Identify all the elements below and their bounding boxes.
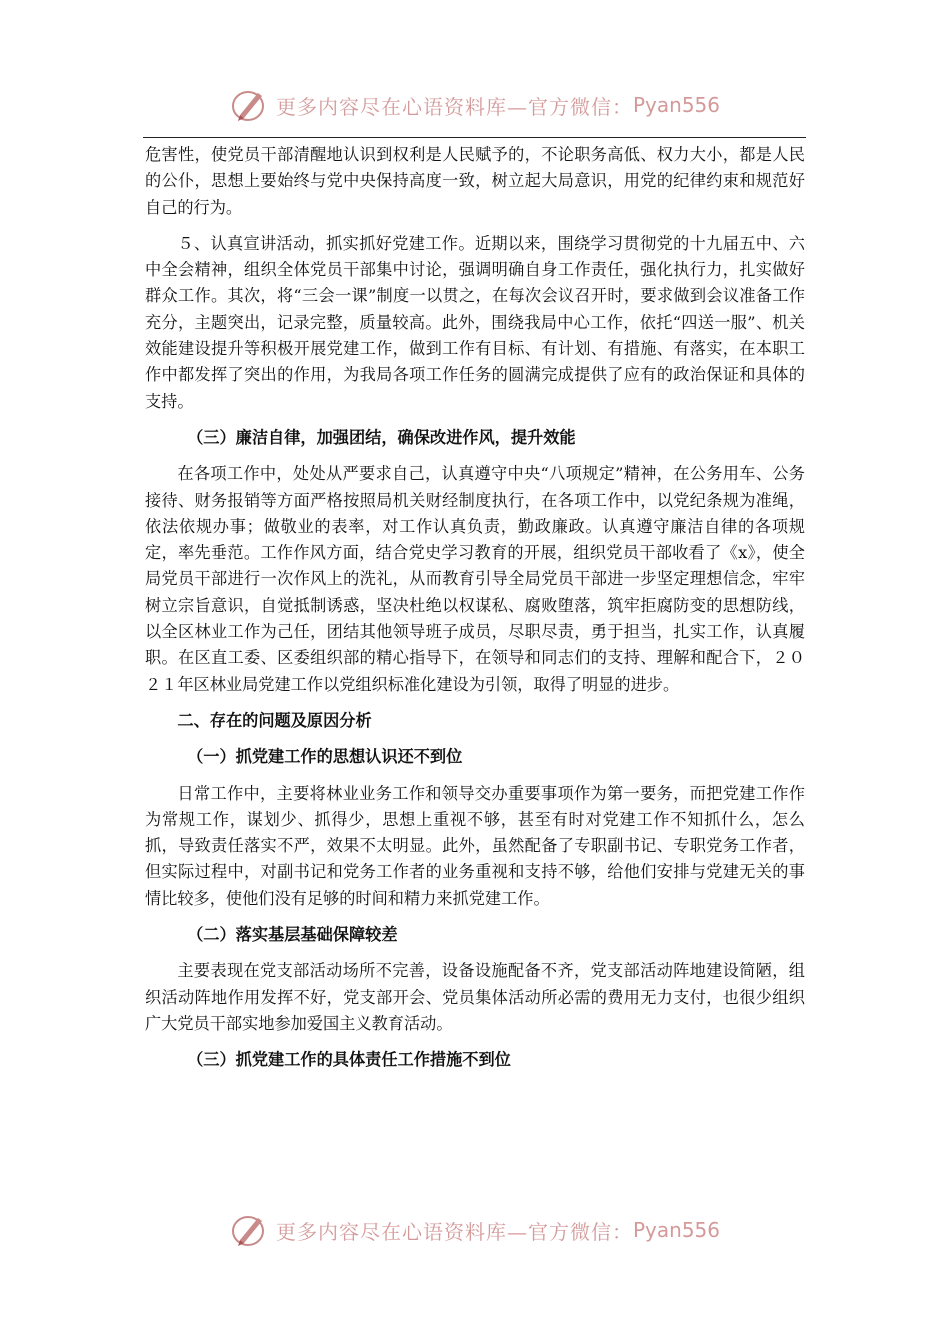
banner-wechat-id: Pyan556 — [632, 93, 720, 117]
section-heading-3: （三）廉洁自律，加强团结，确保改进作风，提升效能 — [187, 427, 576, 447]
banner-wechat-id: Pyan556 — [632, 1218, 720, 1242]
banner-text: 更多内容尽在心语资料库—官方微信： — [275, 1219, 633, 1244]
paragraph-grassroots: 主要表现在党支部活动场所不完善，设备设施配备不齐，党支部活动阵地建设简陋，组织活动阵地作用发挥不好，党支部开会、党员集体活动所必需的费用无力支付，也很少组织广大党员干部实地参加爱国主义教育活动。 — [145, 961, 805, 1033]
document-body — [145, 142, 805, 1084]
paragraph-integrity: 在各项工作中，处处从严要求自己，认真遵守中央“八项规定”精神，在公务用车、公务接待、财务报销等方面严格按照局机关财经制度执行，在各项工作中，以党纪条规为准绳，依法依规办事；做敬业的表率，对工作认真负责，勤政廉政。认真遵守廉洁自律的各项规定，率先垂范。工作作风方面，结合党史学习教育的开展，组织党员干部收看了《x》，使全局党员干部进行一次作风上的洗礼，从而教育引导全局党员干部进一步坚定理想信念，牢牢树立宗旨意识，自觉抵制诱惑，坚决杜绝以权谋私、腐败堕落，筑牢拒腐防变的思想防线，以全区林业工作为己任，团结其他领导班子成员，尽职尽责，勇于担当，扎实工作，认真履职。在区直工委、区委组织部的精心指导下，在领导和同志们的支持、理解和配合下，２０２１年区林业局党建工作以党组织标准化建设为引领，取得了明显的进步。 — [145, 464, 805, 694]
paragraph-awareness: 日常工作中，主要将林业业务工作和领导交办重要事项作为第一要务，而把党建工作作为常规工作，谋划少、抓得少，思想上重视不够，甚至有时对党建工作不知抓什么，怎么抓，导致责任落实不严，效果不太明显。此外，虽然配备了专职副书记、专职党务工作者，但实际过程中，对副书记和党务工作者的业务重视和支持不够，给他们安排与党建无关的事情比较多，使他们没有足够的时间和精力来抓党建工作。 — [145, 783, 805, 908]
subheading-3: （三）抓党建工作的具体责任工作措施不到位 — [187, 1050, 511, 1070]
footer-banner — [0, 1205, 950, 1255]
pen-logo-icon — [230, 1210, 270, 1250]
section-heading-problems: 二、存在的问题及原因分析 — [177, 710, 372, 730]
paragraph-continued: 危害性，使党员干部清醒地认识到权利是人民赋予的，不论职务高低、权力大小，都是人民的公仆，思想上要始终与党中央保持高度一致，树立起大局意识，用党的纪律约束和规范好自己的行为。 — [145, 145, 805, 217]
subheading-2: （二）落实基层基础保障较差 — [187, 925, 398, 945]
banner-text: 更多内容尽在心语资料库—官方微信： — [275, 94, 633, 119]
header-rule — [143, 137, 806, 138]
header-banner — [0, 80, 950, 130]
subheading-1: （一）抓党建工作的思想认识还不到位 — [187, 747, 463, 767]
pen-logo-icon — [230, 85, 270, 125]
paragraph-item-5: ５、认真宣讲活动，抓实抓好党建工作。近期以来，围绕学习贯彻党的十九届五中、六中全会精神，组织全体党员干部集中讨论，强调明确自身工作责任，强化执行力，扎实做好群众工作。其次，将“三会一课”制度一以贯之，在每次会议召开时，要求做到会议准备工作充分，主题突出，记录完整，质量较高。此外，围绕我局中心工作，依托“四送一服”、机关效能建设提升等积极开展党建工作，做到工作有目标、有计划、有措施、有落实，在本职工作中都发挥了突出的作用，为我局各项工作任务的圆满完成提供了应有的政治保证和具体的支持。 — [145, 233, 805, 411]
